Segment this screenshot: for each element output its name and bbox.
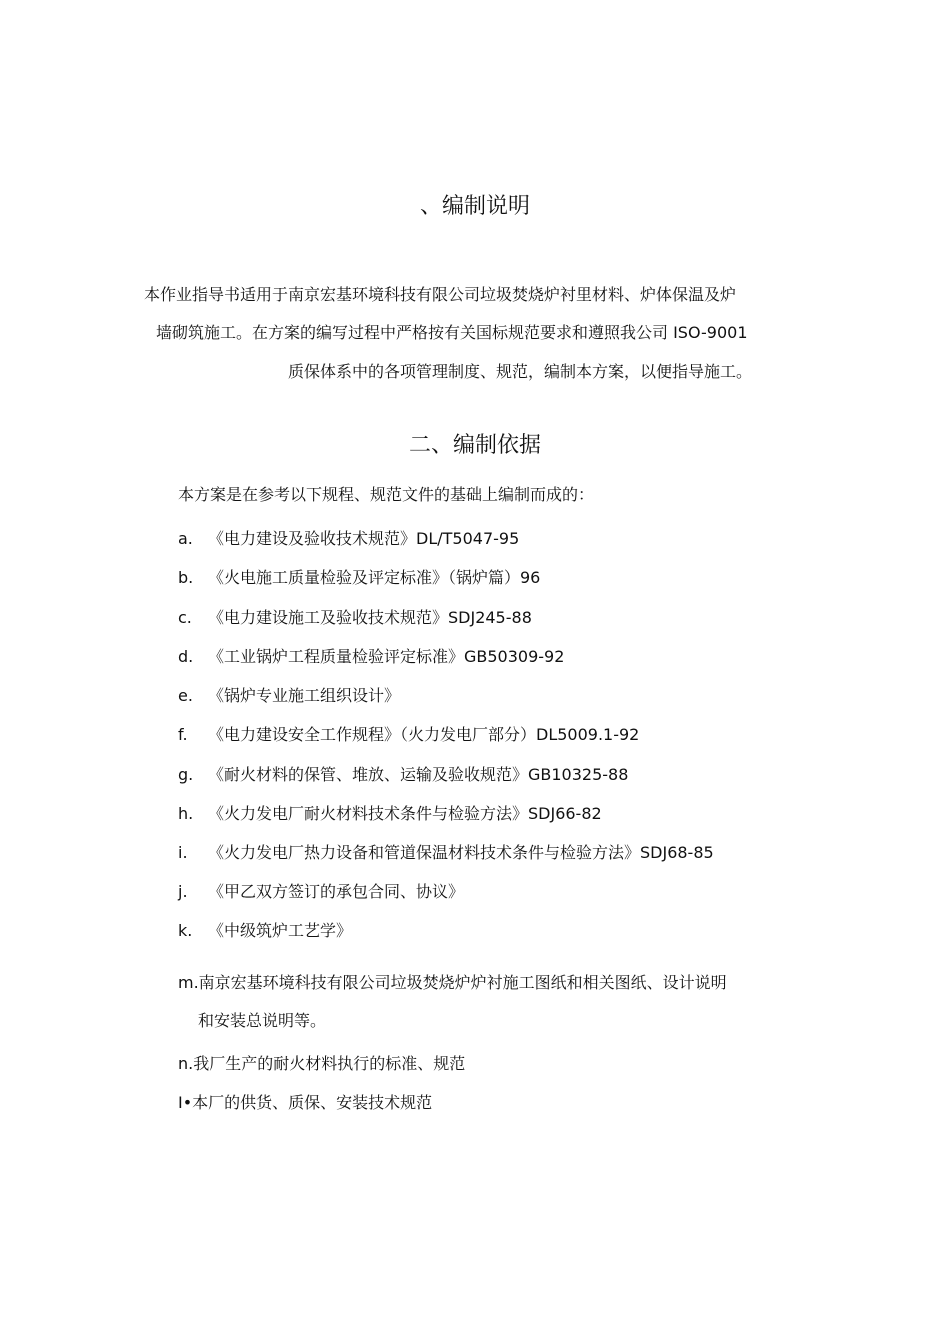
reference-letter: f. bbox=[178, 725, 188, 744]
reference-letter: e. bbox=[178, 686, 193, 705]
reference-text: 《甲乙双方签订的承包合同、协议》 bbox=[208, 882, 465, 901]
reference-item-e bbox=[178, 685, 400, 707]
reference-letter: j. bbox=[178, 882, 188, 901]
reference-item-a bbox=[178, 528, 519, 550]
reference-letter: d. bbox=[178, 647, 194, 666]
section-1-paragraph-line-2: 墙砌筑施工。在方案的编写过程中严格按有关国标规范要求和遵照我公司 ISO-9001 bbox=[156, 323, 748, 342]
reference-item-c bbox=[178, 607, 532, 629]
section-2-intro: 本方案是在参考以下规程、规范文件的基础上编制而成的： bbox=[178, 485, 595, 504]
reference-text: 《锅炉专业施工组织设计》 bbox=[208, 686, 401, 705]
reference-item-j bbox=[178, 881, 464, 903]
reference-text: 《中级筑炉工艺学》 bbox=[208, 921, 353, 940]
reference-text: 《电力建设及验收技术规范》DL/T5047-95 bbox=[208, 529, 520, 548]
reference-text: 《火电施工质量检验及评定标准》（锅炉篇）96 bbox=[208, 568, 541, 587]
reference-item-m-line-2: 和安装总说明等。 bbox=[198, 1011, 327, 1030]
section-1-paragraph-line-3: 质保体系中的各项管理制度、规范，编制本方案，以便指导施工。 bbox=[288, 362, 753, 381]
reference-letter: a. bbox=[178, 529, 193, 548]
reference-item-k bbox=[178, 920, 352, 942]
section-2-heading: 二、编制依据 bbox=[408, 433, 541, 458]
reference-letter: g. bbox=[178, 765, 194, 784]
reference-letter: h. bbox=[178, 804, 194, 823]
reference-text: 《火力发电厂耐火材料技术条件与检验方法》SDJ66-82 bbox=[208, 804, 602, 823]
reference-item-h bbox=[178, 803, 602, 825]
reference-item-i bbox=[178, 842, 714, 864]
section-1-paragraph-line-1: 本作业指导书适用于南京宏基环境科技有限公司垃圾焚烧炉衬里材料、炉体保温及炉 bbox=[144, 285, 737, 304]
reference-item-m-line-1: m.南京宏基环境科技有限公司垃圾焚烧炉炉衬施工图纸和相关图纸、设计说明 bbox=[178, 973, 727, 992]
reference-item-f bbox=[178, 724, 639, 746]
reference-item-g bbox=[178, 764, 628, 786]
reference-item-n: n.我厂生产的耐火材料执行的标准、规范 bbox=[178, 1054, 466, 1073]
reference-text: 《火力发电厂热力设备和管道保温材料技术条件与检验方法》SDJ68-85 bbox=[208, 843, 714, 862]
reference-text: 《工业锅炉工程质量检验评定标准》GB50309-92 bbox=[208, 647, 565, 666]
reference-item-l: I•本厂的供货、质保、安装技术规范 bbox=[178, 1093, 433, 1112]
section-1-heading: 、编制说明 bbox=[419, 194, 530, 219]
reference-letter: b. bbox=[178, 568, 194, 587]
reference-letter: c. bbox=[178, 608, 192, 627]
reference-text: 《电力建设施工及验收技术规范》SDJ245-88 bbox=[208, 608, 532, 627]
reference-letter: k. bbox=[178, 921, 193, 940]
reference-item-b bbox=[178, 567, 540, 589]
reference-text: 《耐火材料的保管、堆放、运输及验收规范》GB10325-88 bbox=[208, 765, 629, 784]
reference-text: 《电力建设安全工作规程》（火力发电厂部分）DL5009.1-92 bbox=[208, 725, 640, 744]
reference-item-d bbox=[178, 646, 564, 668]
reference-letter: i. bbox=[178, 843, 188, 862]
